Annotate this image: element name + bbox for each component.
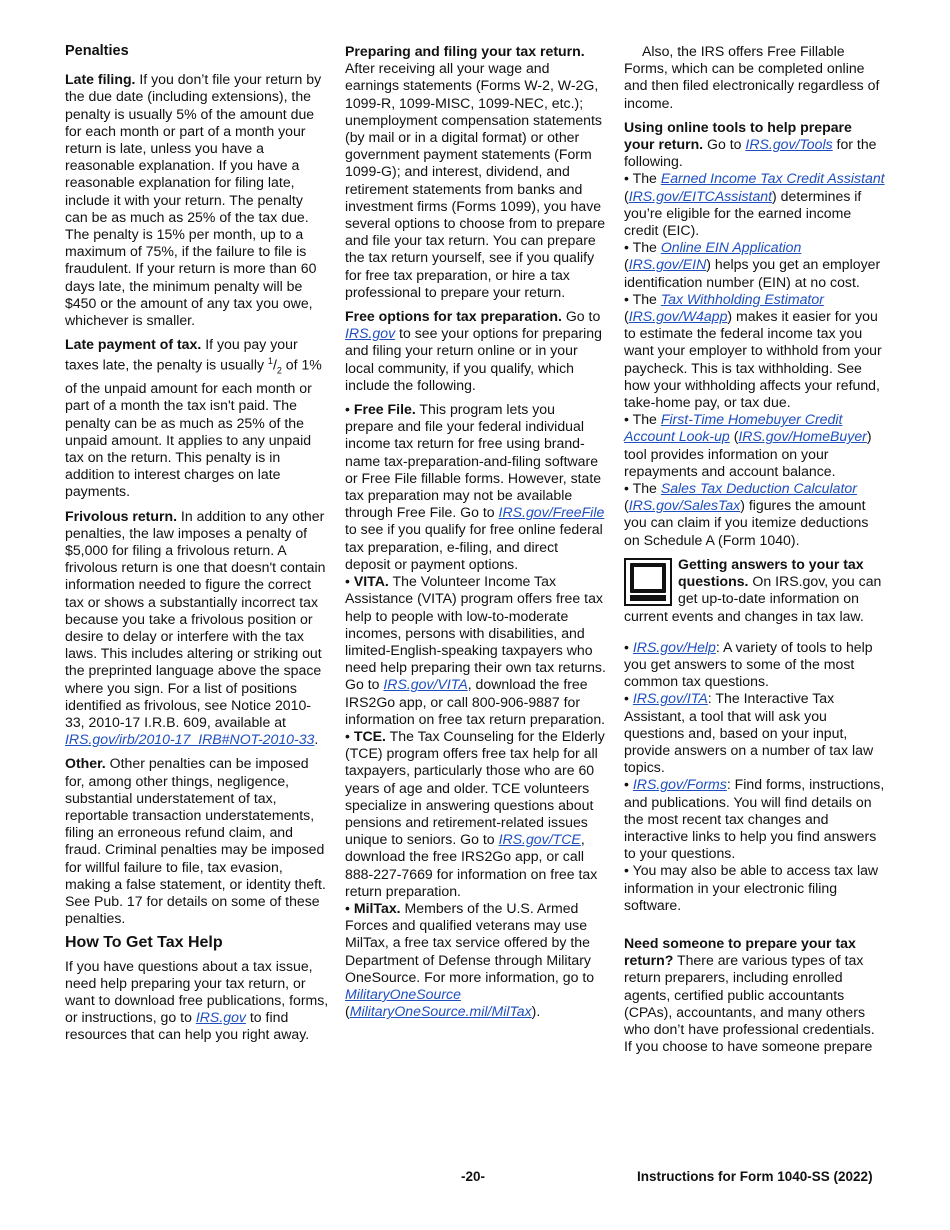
bullet-icon: •: [624, 239, 629, 256]
list-item-free-file: • Free File. This program lets you prepare and file your federal individual income tax return for free using brand-name tax-preparation-and-filing software or Free File fillable forms. However, state tax preparation may not be available through Free File. Go to IRS.gov/FreeFile to see if you qualify for free online federal tax preparation, e-filing, and direct deposit or payment options.: [345, 401, 605, 572]
online-tools-list: [624, 170, 886, 548]
bullet-icon: •: [345, 401, 350, 418]
page-number: -20-: [461, 1169, 486, 1184]
getting-answers-block: Getting answers to your tax questions. On IRS.gov, you can get up-to-date information on current events and changes in tax law.: [624, 555, 882, 624]
late-filing-lead: Late filing.: [65, 71, 136, 88]
list-item-miltax: • MilTax. Members of the U.S. Armed Forces and qualified veterans may use MilTax, a free tax service offered by the Department of Defense through Military OneSource. For more information, go to MilitaryOneSource (MilitaryOneSource.mil/MilTax).: [345, 899, 595, 1020]
vita-link[interactable]: IRS.gov/VITA: [383, 676, 468, 693]
freefile-link[interactable]: IRS.gov/FreeFile: [498, 504, 605, 521]
tools-link[interactable]: IRS.gov/Tools: [745, 136, 833, 153]
bullet-icon: •: [624, 290, 629, 307]
list-item-withholding: • The Tax Withholding Estimator (IRS.gov/W4app) makes it easier for you to estimate the federal income tax you want your employer to withhold from your paycheck. This is tax withholding. See how your withholding affects your refund, take-home pay, or tax due.: [624, 290, 882, 411]
miltax-link[interactable]: MilitaryOneSource.mil/MilTax: [349, 1003, 532, 1020]
late-payment-lead: Late payment of tax.: [65, 336, 202, 353]
forms-link[interactable]: IRS.gov/Forms: [632, 776, 727, 793]
online-tools-lead: Using online tools to help prepare your return.: [624, 118, 852, 153]
free-options-lead: Free options for tax preparation.: [345, 308, 562, 325]
computer-icon: [624, 558, 672, 606]
list-item-software: • You may also be able to access tax law information in your electronic filing software.: [624, 862, 879, 913]
bullet-icon: •: [345, 727, 350, 744]
bullet-icon: •: [345, 899, 350, 916]
late-filing-paragraph: Late filing. If you don’t file your return by the due date (including extensions), the penalty is usually 5% of the amount due for each month or part of a month your return is late, unless you have a reasonable explanation. If you have a reasonable explanation for filing late, include it with your return. The penalty can be as much as 25% of the tax due. The penalty is 15% per month, up to a maximum of 75%, if the failure to file is fraudulent. If your return is more than 60 days late, the minimum penalty will be $450 or the amount of any tax you owe, whichever is smaller.: [65, 71, 322, 329]
help-link[interactable]: IRS.gov/Help: [632, 638, 716, 655]
list-item-tce: • TCE. The Tax Counseling for the Elderly (TCE) program offers free tax help for all taxpayers, particularly those who are 60 years of age and older. TCE volunteers specialize in answering questions about pensions and retirement-related issues unique to seniors. Go to IRS.gov/TCE, download the free IRS2Go app, or call 888-227-7669 for information on free tax return preparation.: [345, 727, 605, 899]
ein-application-link[interactable]: Online EIN Application: [660, 239, 802, 256]
other-paragraph: Other. Other penalties can be imposed for, among other things, negligence, substantial understatement of tax, reportable transaction understatements, filing an erroneous refund claim, and fraud. Criminal penalties may be imposed for willful failure to file, tax evasion, making a false statement, or identity theft. See Pub. 17 for details on some of these penalties.: [65, 755, 326, 927]
eitc-url-link[interactable]: IRS.gov/EITCAssistant: [628, 187, 773, 204]
preparing-filing-paragraph: Preparing and filing your tax return. After receiving all your wage and earnings statements (Forms W-2, W-2G, 1099-R, 1099-MISC, 1099-NEC, etc.); unemployment compensation statements (by mail or in a digital format) or other government payment statements (Form 1099-G); and interest, dividend, and retirement statements from banks and investment firms (Forms 1099), you have several options to choose from to prepare and file your tax return. You can prepare the tax return yourself, see if you qualify for free tax preparation, or hire a tax professional to prepare your return.: [345, 43, 606, 300]
other-lead: Other.: [65, 755, 106, 772]
bullet-icon: •: [624, 690, 629, 707]
bullet-icon: •: [624, 480, 629, 497]
free-options-paragraph: Free options for tax preparation. Go to IRS.gov to see your options for preparing and filing your return online or in your local community, if you qualify, which include the following.: [345, 308, 602, 393]
spacer: [624, 921, 886, 935]
late-payment-paragraph: Late payment of tax. If you pay your taxes late, the penalty is usually $^1/_2$ of 1% of the unpaid amount for each month or part of a month the tax isn't paid. The penalty can be as much as 25% of the unpaid amount. It applies to any unpaid tax on the return. This penalty is in addition to interest charges on late payments.: [65, 336, 322, 500]
list-item-ein: • The Online EIN Application (IRS.gov/EIN) helps you get an employer identification number (EIN) at no cost.: [624, 239, 881, 290]
irs-gov-link[interactable]: IRS.gov: [195, 1009, 246, 1026]
irb-link[interactable]: IRS.gov/irb/2010-17_IRB#NOT-2010-33: [65, 731, 315, 748]
list-item-ita: • IRS.gov/ITA: The Interactive Tax Assistant, a tool that will ask you questions and, based on your input, provide answers on a number of tax law topics.: [624, 690, 874, 776]
how-to-get-tax-help-heading: How To Get Tax Help: [65, 934, 223, 952]
bullet-icon: •: [624, 411, 629, 428]
w4app-url-link[interactable]: IRS.gov/W4app: [628, 308, 728, 325]
list-item-eitc: • The Earned Income Tax Credit Assistant (IRS.gov/EITCAssistant) determines if you’re eligible for the earned income credit (EIC).: [624, 170, 885, 239]
frivolous-paragraph: Frivolous return. In addition to any other penalties, the law imposes a penalty of $5,000 for filing a frivolous return. A frivolous return is one that doesn't contain information needed to figure the correct tax or shows a substantially incorrect tax because you take a frivolous position or desire to delay or interfere with the tax laws. This includes altering or striking out the preprinted language above the space where you sign. For a list of positions identified as frivolous, see Notice 2010-33, 2010-17 I.R.B. 609, available at IRS.gov/irb/2010-17_IRB#NOT-2010-33.: [65, 507, 326, 748]
bullet-icon: •: [624, 776, 629, 793]
list-item-forms: • IRS.gov/Forms: Find forms, instructions, and publications. You will find details on the most recent tax changes and interactive links to help you find answers to your questions.: [624, 776, 885, 862]
salestax-url-link[interactable]: IRS.gov/SalesTax: [628, 497, 741, 514]
column-2: [345, 43, 607, 1027]
irs-gov-link[interactable]: IRS.gov: [345, 325, 396, 342]
help-list: [624, 639, 886, 914]
column-1: [65, 43, 329, 1051]
bullet-icon: •: [624, 638, 629, 655]
column-3: [624, 43, 886, 1062]
frivolous-lead: Frivolous return.: [65, 507, 177, 524]
list-item-homebuyer: • The First-Time Homebuyer Credit Account Look-up (IRS.gov/HomeBuyer) tool provides information on your repayments and account balance.: [624, 411, 872, 479]
sales-tax-calculator-link[interactable]: Sales Tax Deduction Calculator: [660, 480, 857, 497]
homebuyer-url-link[interactable]: IRS.gov/HomeBuyer: [738, 428, 867, 445]
footer-title: Instructions for Form 1040-SS (2022): [637, 1169, 873, 1184]
tce-link[interactable]: IRS.gov/TCE: [498, 831, 581, 848]
free-options-list: [345, 401, 607, 1020]
bullet-icon: •: [624, 170, 629, 187]
penalties-heading: Penalties: [65, 43, 129, 59]
list-item-vita: • VITA. The Volunteer Income Tax Assistance (VITA) program offers free tax help to people with low-to-moderate incomes, persons with disabilities, and limited-English-speaking taxpayers who need help preparing their own tax returns. Go to IRS.gov/VITA, download the free IRS2Go app, or call 800-906-9887 for information on free tax return preparation.: [345, 573, 606, 727]
eitc-assistant-link[interactable]: Earned Income Tax Credit Assistant: [660, 170, 885, 187]
ita-link[interactable]: IRS.gov/ITA: [632, 690, 708, 707]
preparer-paragraph: Need someone to prepare your tax return? There are various types of tax return preparers, including enrolled agents, certified public accountants (CPAs), accountants, and many others who don’t have professional credentials. If you choose to have someone prepare: [624, 934, 875, 1055]
ein-url-link[interactable]: IRS.gov/EIN: [628, 256, 707, 273]
free-fillable-paragraph: Also, the IRS offers Free Fillable Forms, which can be completed online and then filed electronically regardless of income.: [624, 43, 880, 111]
online-tools-paragraph: Using online tools to help prepare your return. Go to IRS.gov/Tools for the following.: [624, 118, 877, 170]
list-item-salestax: • The Sales Tax Deduction Calculator (IRS.gov/SalesTax) figures the amount you can claim if you itemize deductions on Schedule A (Form 1040).: [624, 480, 869, 548]
bullet-icon: •: [624, 862, 629, 879]
homebuyer-lookup-link[interactable]: First-Time Homebuyer Credit Account Look-up: [624, 411, 843, 445]
preparing-filing-lead: Preparing and filing your tax return.: [345, 43, 585, 59]
getting-answers-lead: Getting answers to your tax questions.: [678, 555, 864, 590]
list-item-help: • IRS.gov/Help: A variety of tools to help you get answers to some of the most common tax questions.: [624, 638, 873, 690]
bullet-icon: •: [345, 573, 350, 590]
how-to-get-tax-help-paragraph: If you have questions about a tax issue, need help preparing your tax return, or want to download free publications, forms, or instructions, go to IRS.gov to find resources that can help you right away.: [65, 957, 329, 1043]
preparer-lead: Need someone to prepare your tax return?: [624, 934, 856, 969]
withholding-estimator-link[interactable]: Tax Withholding Estimator: [660, 290, 824, 307]
military-onesource-link[interactable]: MilitaryOneSource: [345, 985, 461, 1002]
